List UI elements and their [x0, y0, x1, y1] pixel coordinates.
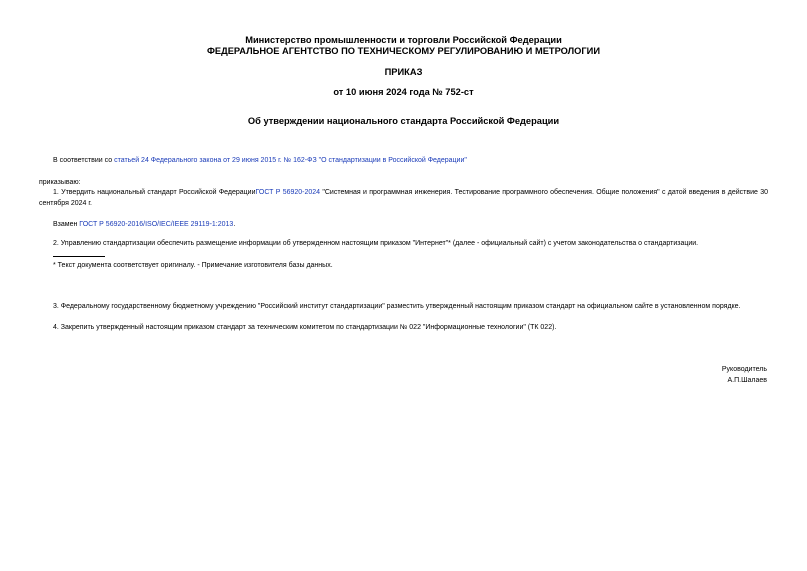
- gost-2024-link[interactable]: ГОСТ Р 56920-2024: [255, 189, 321, 196]
- agency-title: ФЕДЕРАЛЬНОЕ АГЕНТСТВО ПО ТЕХНИЧЕСКОМУ РЕГУЛИРОВАНИЮ И МЕТРОЛОГИИ: [206, 46, 601, 56]
- basis-prefix: В соответствии со: [53, 157, 115, 164]
- ministry-title: Министерство промышленности и торговли Российской Федерации: [245, 35, 562, 45]
- replace-prefix: Взамен: [53, 221, 80, 228]
- replace-paragraph: [39, 219, 768, 230]
- order-subject: Об утверждении национального стандарта Российской Федерации: [247, 116, 560, 126]
- document-type: ПРИКАЗ: [384, 67, 423, 77]
- item-4-paragraph: 4. Закрепить утвержденный настоящим приказом стандарт за техническим комитетом по стандартизации № 022 "Информационные технологии" (ТК 022).: [53, 324, 557, 331]
- item-1-prefix: 1. Утвердить национальный стандарт Российской Федерации: [53, 189, 256, 196]
- order-word: приказываю:: [39, 179, 81, 186]
- order-date-number: от 10 июня 2024 года № 752-ст: [333, 87, 474, 97]
- item-2-paragraph: 2. Управлению стандартизации обеспечить размещение информации об утвержденном настоящим приказом "Интернет"* (далее - официальный сайт) с учетом законодательства о стандартизации.: [53, 240, 699, 247]
- item-1-paragraph: [39, 187, 768, 209]
- basis-paragraph: [39, 155, 768, 166]
- footnote: * Текст документа соответствует оригиналу. - Примечание изготовителя базы данных.: [53, 262, 333, 269]
- gost-2016-link[interactable]: ГОСТ Р 56920-2016/ISO/IEC/IEEE 29119-1:2013: [79, 221, 234, 228]
- item-1-suffix: "Системная и программная инженерия. Тестирование программного обеспечения. Общие положения" с датой введения в действие 30 сентября 2024 г.: [39, 189, 768, 207]
- federal-law-link[interactable]: статьей 24 Федерального закона от 29 июня 2015 г. № 162-ФЗ "О стандартизации в Российской Федерации": [114, 157, 467, 164]
- footnote-divider: [53, 256, 105, 257]
- signature-role: Руководитель: [721, 366, 767, 373]
- item-3-paragraph: 3. Федеральному государственному бюджетному учреждению "Российский институт стандартизации" разместить утвержденный настоящим приказом стандарт на официальном сайте в установленном порядке.: [53, 303, 741, 310]
- replace-suffix: .: [233, 221, 236, 228]
- signature-name: А.П.Шалаев: [727, 377, 767, 384]
